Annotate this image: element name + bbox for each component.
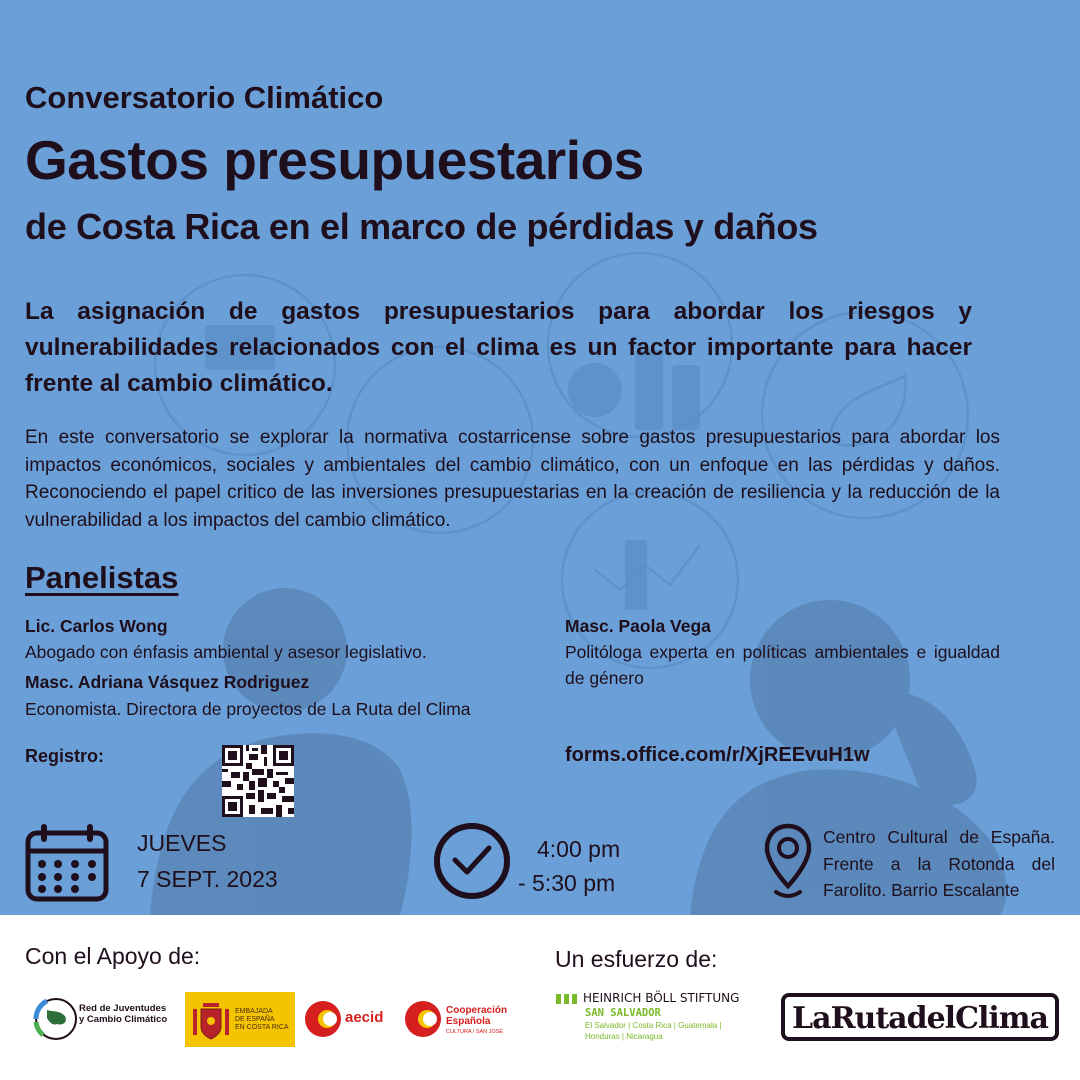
embajada-line-2: DE ESPAÑA (235, 1016, 275, 1023)
logo-aecid (298, 992, 395, 1047)
support-label: Con el Apoyo de: (25, 943, 201, 969)
embajada-line-1: EMBAJADA (235, 1008, 273, 1015)
bg-mug (310, 850, 400, 915)
boll-line-3: El Salvador | Costa Rica | Guatemala | (585, 1021, 722, 1030)
aecid-text: aecid (345, 1009, 384, 1026)
logo-heinrich-boll (555, 990, 755, 1050)
bg-chart-bar (625, 540, 647, 610)
calendar-icon (25, 822, 109, 902)
registration-label: Registro: (25, 746, 105, 766)
event-day: JUEVES (137, 830, 227, 856)
panelist-name: Lic. Carlos Wong (25, 616, 168, 636)
red-juventudes-line-1: Red de Juventudes (79, 1003, 167, 1014)
event-time-end: - 5:30 pm (518, 870, 616, 896)
panelists-heading: Panelistas (25, 560, 179, 595)
cooperacion-line-1: Cooperación (446, 1005, 508, 1016)
effort-label: Un esfuerzo de: (555, 946, 718, 972)
panelist-description: Politóloga experta en políticas ambientales e igualdad de género (565, 642, 1000, 688)
logo-red-juventudes (30, 992, 185, 1044)
lead-paragraph: La asignación de gastos presupuestarios para abordar los riesgos y vulnerabilidades relacionados con el clima es un factor importante para hacer frente al cambio climático. (25, 298, 972, 397)
logo-cooperacion-espanola (398, 992, 528, 1047)
panelist-name: Masc. Paola Vega (565, 616, 711, 636)
embajada-line-3: EN COSTA RICA (235, 1024, 289, 1031)
red-juventudes-emblem-icon (33, 996, 79, 1042)
registration-qr-code[interactable] (222, 745, 294, 817)
panelist-description: Economista. Directora de proyectos de La Ruta del Clima (25, 699, 471, 719)
location-pin-icon (762, 822, 814, 902)
spain-coat-of-arms-icon (191, 997, 231, 1043)
panelist-name: Masc. Adriana Vásquez Rodriguez (25, 672, 310, 692)
boll-line-2: SAN SALVADOR (585, 1007, 661, 1019)
event-date: 7 SEPT. 2023 (137, 866, 278, 892)
logo-la-ruta-del-clima (781, 993, 1059, 1041)
page-title: Gastos presupuestarios (25, 129, 644, 191)
page-subtitle: de Costa Rica en el marco de pérdidas y daños (25, 206, 818, 247)
cooperacion-line-3: CULTURA / SAN JOSÉ (446, 1029, 504, 1035)
clock-icon (433, 822, 511, 900)
event-venue: Centro Cultural de España. Frente a la Rotonda del Farolito. Barrio Escalante (823, 827, 1055, 900)
boll-line-1: HEINRICH BÖLL STIFTUNG (583, 991, 740, 1005)
boll-bars-icon (556, 994, 578, 1004)
event-kicker: Conversatorio Climático (25, 80, 384, 115)
la-ruta-del-clima-text: LaRutadelClima (792, 1001, 1048, 1036)
aecid-emblem-icon (304, 1000, 342, 1038)
red-juventudes-line-2: y Cambio Climático (79, 1014, 168, 1025)
description-paragraph: En este conversatorio se explorar la normativa costarricense sobre gastos presupuestarios para abordar los impactos económicos, sociales y ambientales del cambio climático, con un enfoque en las pérdidas y daños. Reconociendo el papel critico de las inversiones presupuestarias en la creación de resiliencia y la reducción de la vulnerabilidad a los impactos del cambio climático. (25, 427, 1000, 531)
registration-link[interactable]: forms.office.com/r/XjREEvuH1w (565, 744, 870, 766)
event-time-start: 4:00 pm (537, 836, 621, 862)
logo-embajada-espana (185, 992, 295, 1047)
panelist-description: Abogado con énfasis ambiental y asesor legislativo. (25, 642, 427, 662)
cooperacion-line-2: Española (446, 1016, 491, 1027)
boll-line-4: Honduras | Nicaragua (585, 1032, 663, 1041)
bg-chart-line (595, 545, 700, 590)
cooperacion-emblem-icon (404, 1000, 442, 1038)
